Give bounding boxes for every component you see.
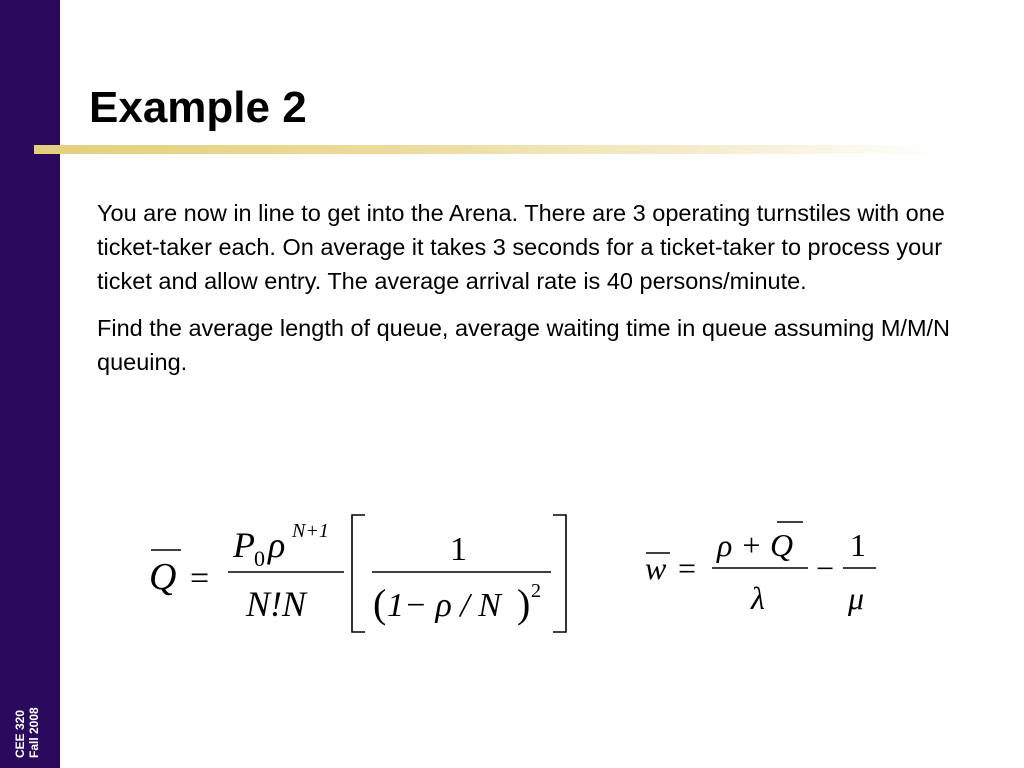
denominator-mu: μ [848, 580, 865, 616]
p-subscript: 0 [254, 546, 265, 571]
rho-superscript: N+1 [292, 520, 329, 542]
course-label [13, 707, 41, 758]
title-underline-rule [34, 145, 944, 154]
waiting-time-formula [640, 515, 890, 630]
bracket-denominator-exponent: 2 [531, 580, 541, 602]
numerator-rho-plus-q: ρ + Q [717, 527, 794, 563]
course-term: Fall 2008 [27, 707, 41, 758]
left-paren: ( [373, 581, 387, 626]
lhs-q: Q [149, 556, 177, 598]
left-sidebar-bar [0, 0, 60, 768]
bracket-denominator-inner: 1− ρ / N [387, 587, 501, 624]
denominator-lambda: λ [751, 580, 765, 616]
equals-sign-2: = [678, 550, 697, 586]
minus-sign: − [816, 550, 835, 586]
lhs-w: w [645, 550, 667, 586]
bracket-numerator-one: 1 [450, 531, 467, 568]
paragraph-question: Find the average length of queue, average waiting time in queue assuming M/M/N queuing. [97, 315, 951, 375]
course-code: CEE 320 [13, 709, 27, 758]
p-symbol: P [233, 525, 255, 565]
slide-title: Example 2 [89, 83, 307, 132]
problem-statement [97, 196, 967, 392]
paragraph-scenario: You are now in line to get into the Arena. There are 3 operating turnstiles with one ticket-taker each. On average it takes 3 seconds for a ticket-taker to process your ticket and allow entry. The average arrival rate is 40 persons/minute. [97, 200, 945, 294]
right-paren: ) [517, 581, 531, 626]
right-square-bracket [553, 515, 566, 632]
denominator-n-factorial-n: N!N [246, 584, 307, 624]
frac2-numerator-one: 1 [850, 527, 866, 563]
queue-length-formula [140, 505, 580, 650]
rho-symbol: ρ [268, 525, 286, 565]
equals-sign-1: = [190, 560, 210, 597]
queue-length-formula-svg [140, 505, 580, 645]
left-square-bracket [352, 515, 365, 632]
waiting-time-formula-svg [640, 515, 890, 625]
